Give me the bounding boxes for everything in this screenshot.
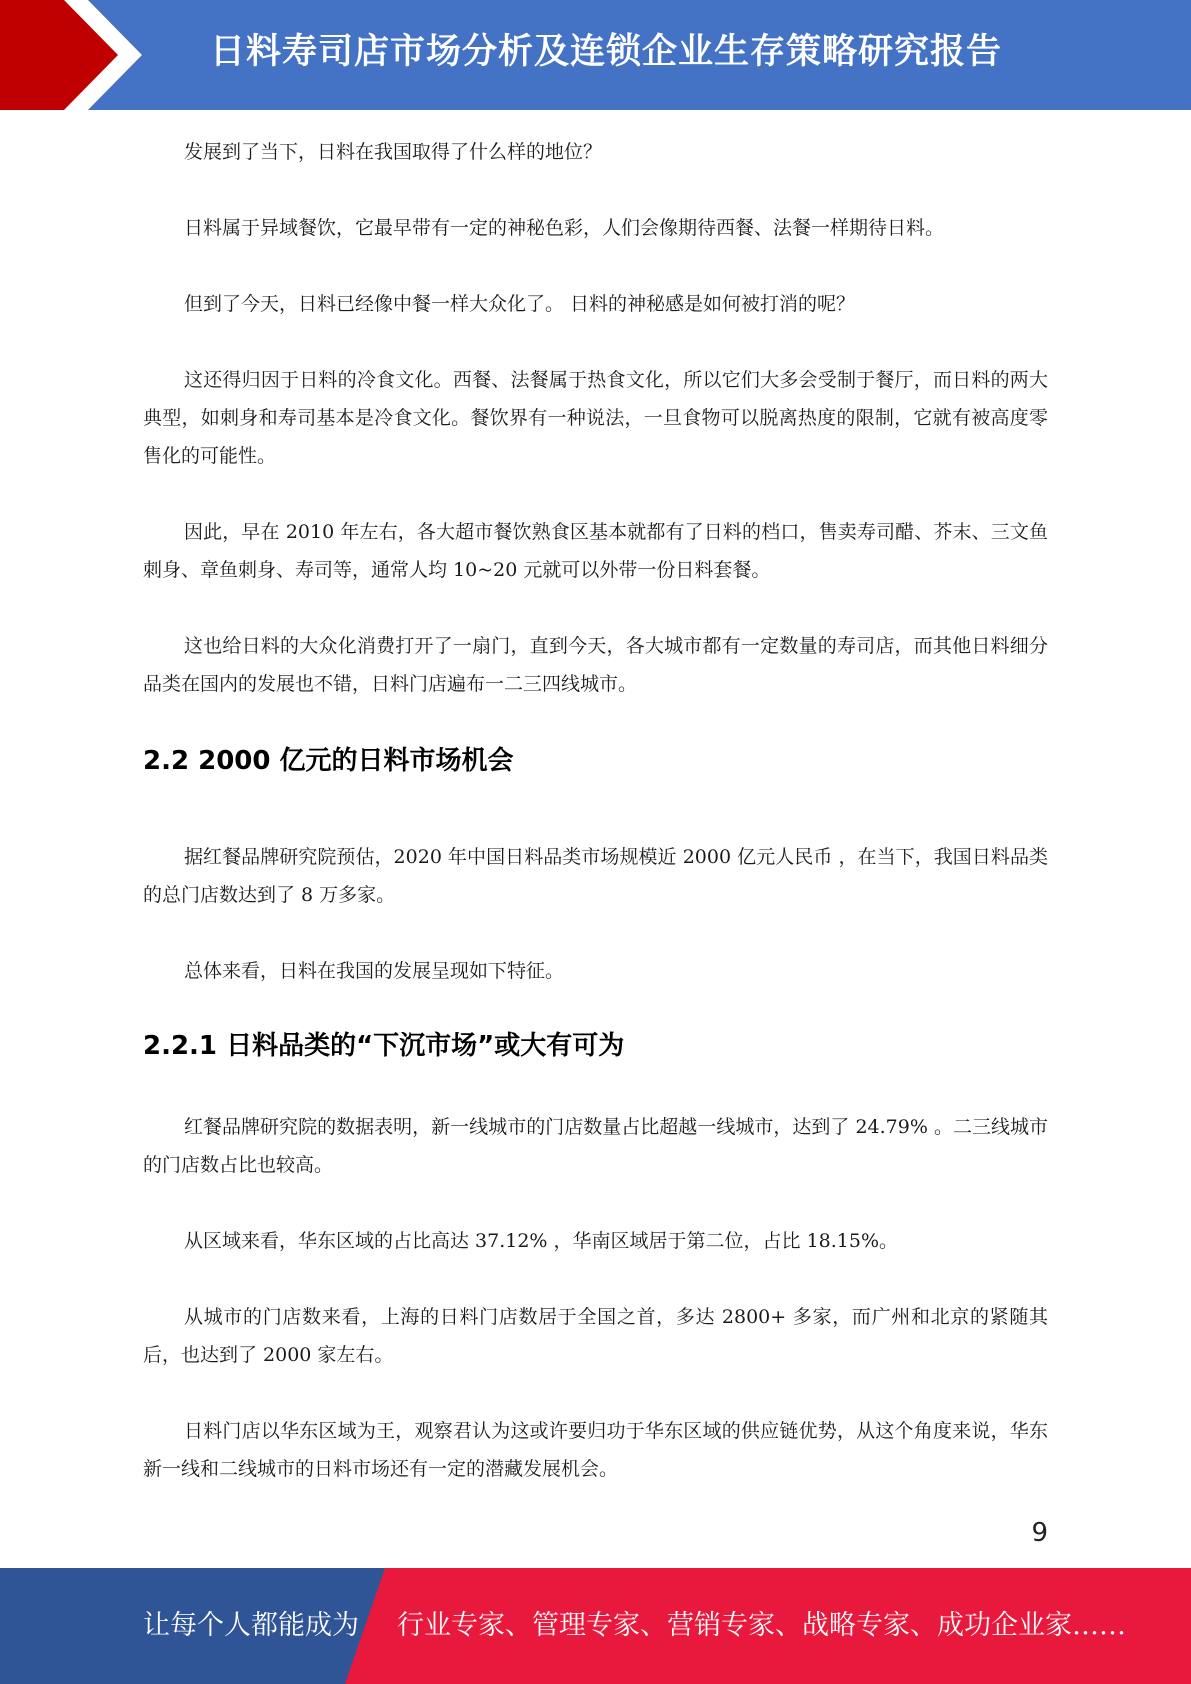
footer-slogan-right: 行业专家、管理专家、营销专家、战略专家、成功企业家…… <box>397 1610 1126 1641</box>
paragraph: 据红餐品牌研究院预估，2020 年中国日料品类市场规模近 2000 亿元人民币 ，在当下，我国日料品类的总门店数达到了 8 万多家。 <box>143 846 1048 906</box>
page-header <box>0 0 1191 110</box>
paragraph: 但到了今天，日料已经像中餐一样大众化了。 日料的神秘感是如何被打消的呢？ <box>184 293 856 315</box>
page-footer <box>0 1568 1191 1684</box>
paragraph: 从区域来看，华东区域的占比高达 37.12% ，华南区域居于第二位，占比 18.15%。 <box>184 1230 899 1252</box>
paragraph: 因此，早在 2010 年左右，各大超市餐饮熟食区基本就都有了日料的档口，售卖寿司醋、芥末、三文鱼刺身、章鱼刺身、寿司等，通常人均 10~20 元就可以外带一份日料套餐。 <box>143 521 1048 581</box>
paragraph: 发展到了当下，日料在我国取得了什么样的地位？ <box>184 141 603 163</box>
paragraph: 从城市的门店数来看，上海的日料门店数居于全国之首，多达 2800+ 多家，而广州和北京的紧随其后，也达到了 2000 家左右。 <box>143 1306 1048 1366</box>
header-arrow-icon <box>0 0 160 110</box>
footer-slogan-left: 让每个人都能成为 <box>143 1610 359 1641</box>
paragraph: 总体来看，日料在我国的发展呈现如下特征。 <box>184 960 565 982</box>
paragraph: 这还得归因于日料的冷食文化。西餐、法餐属于热食文化，所以它们大多会受制于餐厅，而日料的两大典型，如刺身和寿司基本是冷食文化。餐饮界有一种说法，一旦食物可以脱离热度的限制，它就有被高度零售化的可能性。 <box>143 369 1048 467</box>
paragraph: 这也给日料的大众化消费打开了一扇门，直到今天，各大城市都有一定数量的寿司店，而其他日料细分品类在国内的发展也不错，日料门店遍布一二三四线城市。 <box>143 635 1048 695</box>
header-title: 日料寿司店市场分析及连锁企业生存策略研究报告 <box>210 32 1003 72</box>
page-number: 9 <box>1031 1518 1048 1548</box>
paragraph: 日料属于异域餐饮，它最早带有一定的神秘色彩，人们会像期待西餐、法餐一样期待日料。 <box>184 217 945 239</box>
paragraph: 红餐品牌研究院的数据表明，新一线城市的门店数量占比超越一线城市，达到了 24.79% 。二三线城市的门店数占比也较高。 <box>143 1116 1048 1176</box>
section-heading-2-2: 2.2 2000 亿元的日料市场机会 <box>143 746 514 776</box>
section-heading-2-2-1: 2.2.1 日料品类的“下沉市场”或大有可为 <box>143 1031 625 1061</box>
document-body <box>143 133 1048 1526</box>
paragraph: 日料门店以华东区域为王，观察君认为这或许要归功于华东区域的供应链优势，从这个角度来说，华东新一线和二线城市的日料市场还有一定的潜藏发展机会。 <box>143 1420 1048 1480</box>
